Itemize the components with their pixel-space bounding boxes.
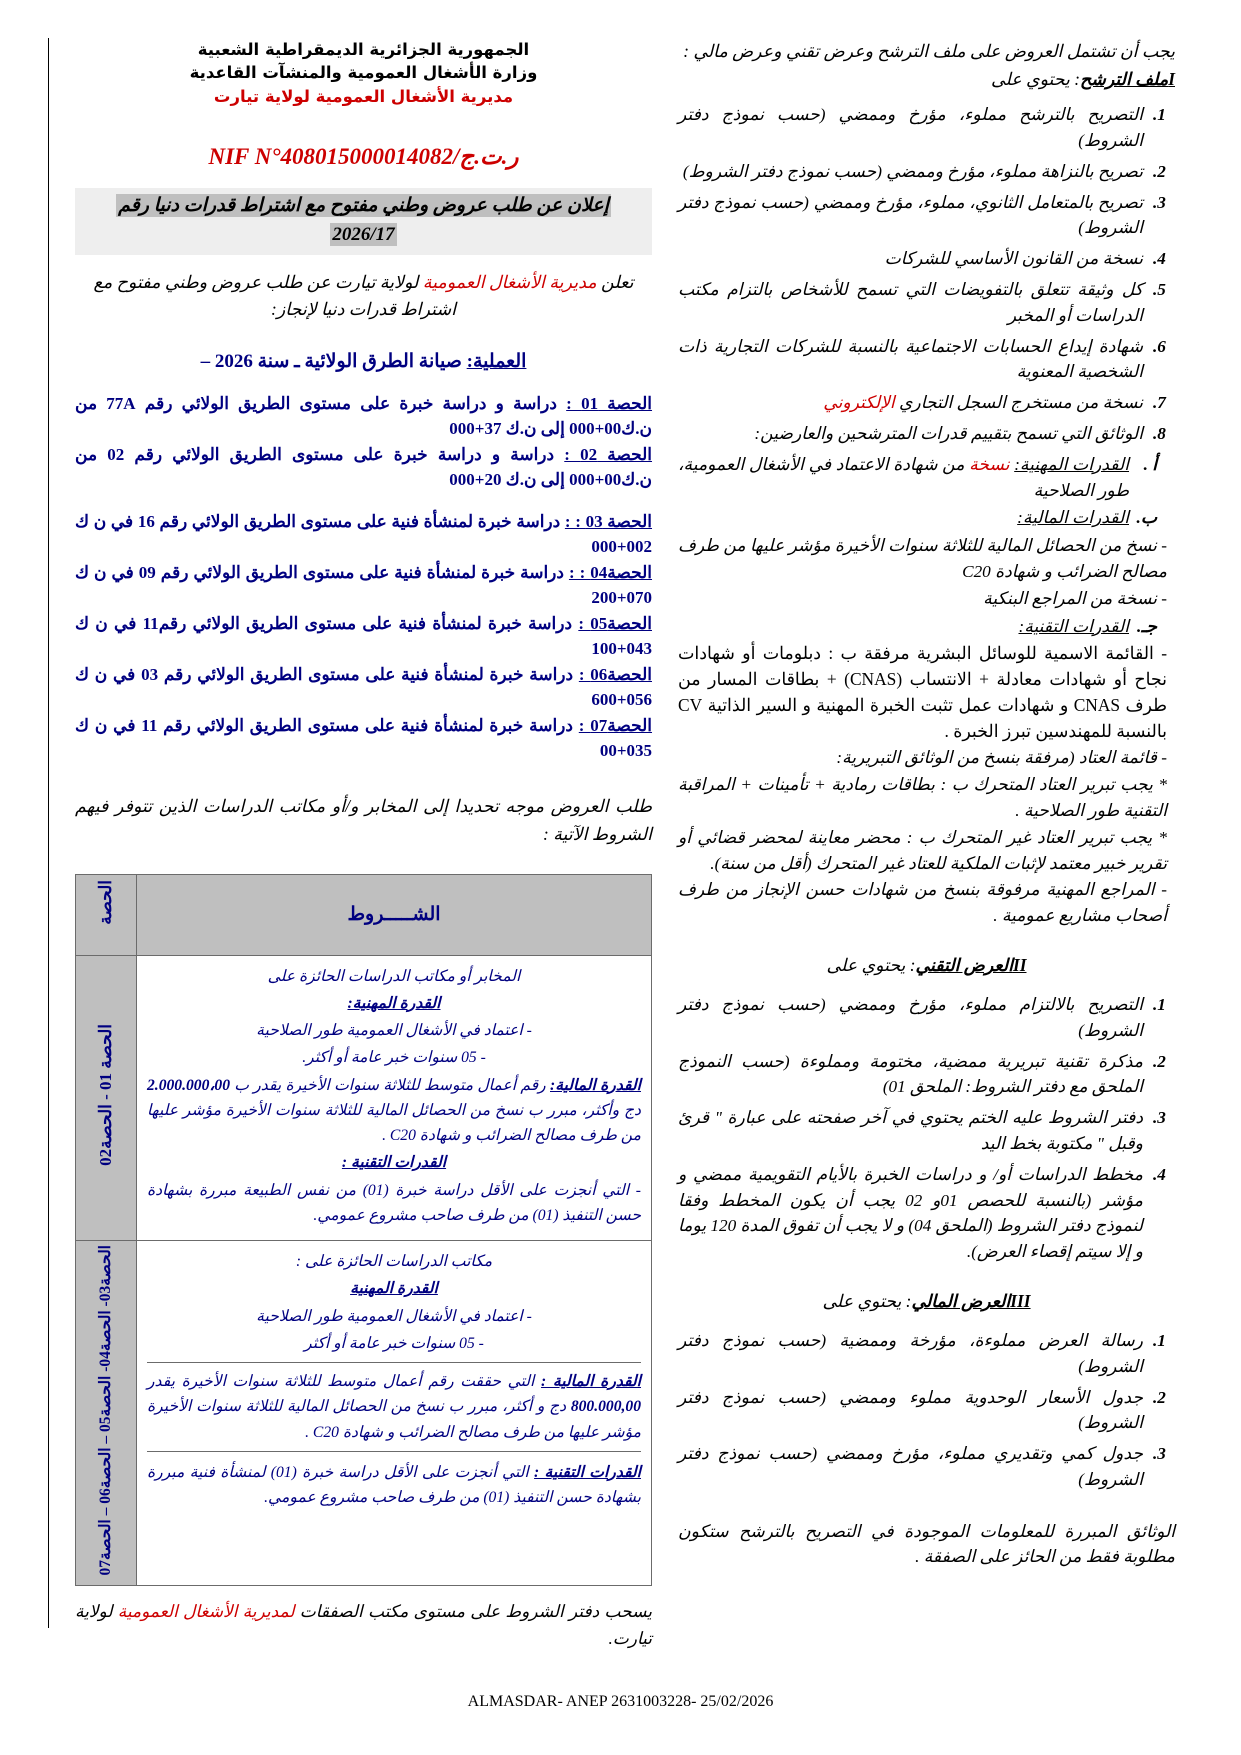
lots-spacer [75,493,652,509]
conditions-cell-row1 [137,955,652,1241]
list-item: الوثائق التي تسمح بتقييم قدرات المترشحين والعارضين: [754,423,1143,443]
lot-cell-row2-label: الحصة03- الحصة04- الحصة05 – الحصة06 – الحصة07 [97,1245,114,1576]
closing-note: الوثائق المبررة للمعلومات الموجودة في التصريح بالترشح ستكون مطلوبة فقط من الحائز على الصفقة . [678,1521,1175,1567]
lot-item [75,509,652,560]
row1-professional-item: - اعتماد في الأشغال العمومية طور الصلاحية [256,1022,532,1040]
offers-lead: يجب أن تشتمل العروض على ملف الترشح وعرض تقني وعرض مالي : [683,41,1175,61]
operation-value: صيانة الطرق الولائية ـ سنة 2026 – [200,350,462,372]
header-lot [76,874,137,955]
intro-suffix: لولاية تيارت عن طلب عروض وطني مفتوح مع اشتراط قدرات دنيا لإنجاز: [93,272,456,320]
announcement-intro [75,269,652,323]
list-item: تصريح بالنزاهة مملوء، مؤرخ وممضي (حسب نموذج دفتر الشروط) [682,161,1143,181]
conditions-cell-row2 [137,1241,652,1586]
lots-group-b [75,509,652,764]
sub-c-label: القدرات التقنية: [1018,616,1129,636]
table-header-row [76,874,652,955]
section-3-title: العرض المالي [911,1290,1011,1311]
row1-technical-head: القدرات التقنية : [341,1154,447,1172]
row2-financial-text2: دج و أكثر، مبرر ب نسخ من الحصائل المالية للثلاثة سنوات الأخيرة مؤشر عليها من طرف مصالح الضرائب و شهادة C20 . [147,1398,641,1441]
sub-c-marker: جـ. [1137,616,1157,636]
intro-prefix: تعلن [601,272,634,293]
row1-professional-head: القدرة المهنية: [347,994,441,1012]
announcement-title-box [75,188,652,255]
lot-text: دراسة خبرة لمنشأة فنية على مستوى الطريق الولائي رقم 03 في ن ك 056+600 [75,664,652,710]
nif-number: ر.ت.ج/NIF N°408015000014082 [208,144,519,170]
lot-item [75,713,652,764]
lot-cell-row1-label: الحصة 01 - الحصة02 [96,1024,115,1167]
lot-title: الحصة04 : : [568,562,653,582]
section-1-roman: I [1168,69,1175,90]
lot-item [75,560,652,611]
section-1-heading [678,66,1175,92]
row2-technical-text: التي أنجزت على الأقل دراسة خبرة (01) لمنشأة فنية مبررة بشهادة حسن التنفيذ (01) من طرف صاحب مشروع عمومي. [147,1463,641,1507]
row1-financial-head: القدرة المالية: [550,1076,641,1094]
left-column [668,38,1201,1628]
header-lot-label: الحصة [96,879,115,925]
operation-label: العملية: [466,350,527,372]
list-item: مذكرة تقنية تبريرية ممضية، مختومة ومملوءة (حسب النموذج الملحق مع دفتر الشروط: الملحق 01) [678,1051,1143,1097]
sub-c-line: * يجب تبرير العتاد غير المتحرك ب : محضر معاينة لمحضر قضائي أو تقرير خبير معتمد لإثبات الملكية للعتاد غير المتحرك (أقل من سنة). [678,827,1167,873]
section-2-title: العرض التقني [915,954,1013,975]
announcement-number: 2026/17 [332,223,395,245]
sub-c-line: - قائمة العتاد (مرفقة بنسخ من الوثائق التبريرية: [836,748,1167,768]
sub-item-b [678,505,1157,531]
table-row [76,1241,652,1586]
list-item: مخطط الدراسات أو/ و دراسات الخبرة بالأيام التقويمية ممضي و مؤشر (بالنسبة للحصص 01و 02 يجب أن يكون المخطط وفقا لنموذج دفتر الشروط (الملحق 04) و لا يجب أن تفوق المدة 120 يوما و إلا سيتم إقصاء العرض). [678,1164,1143,1262]
lot-item [75,662,652,713]
two-column-body [48,38,1201,1648]
section-2-heading [678,955,1175,976]
lot-text: دراسة خبرة لمنشأة فنية على مستوى الطريق الولائي رقم 11 في ن ك 035+00 [75,715,652,761]
row1-professional-item: - 05 سنوات خبر عامة أو أكثر. [302,1049,486,1067]
list-item: رسالة العرض مملوءة، مؤرخة وممضية (حسب نموذج دفتر الشروط) [678,1330,1143,1376]
list-item: كل وثيقة تتعلق بالتفويضات التي تسمح للأشخاص بالتزام مكتب الدراسات أو المخبر [678,280,1143,325]
row2-financial-head: القدرة المالية : [541,1373,642,1391]
withdraw-part2: لولاية تيارت. [75,1601,652,1648]
section-2-list [678,992,1149,1265]
sub-item-c [678,614,1157,640]
announcement-title [81,192,646,249]
lot-text: دراسة و دراسة خبرة على مستوى الطريق الولائي رقم 02 من ن.ك00+000 إلى ن.ك 20+000 [75,444,652,490]
sub-c-line: - القائمة الاسمية للوسائل البشرية مرفقة ب : دبلومات أو شهادات نجاح أو شهادات معادلة + الانتساب (CNAS) + بطاقات المسار من طرف CNAS و شهادات عمل تثبت الخبرة المهنية و السير الذاتية CV بالنسبة للمهندسين تبرز الخبرة . [678,643,1168,741]
operation-line [75,350,652,373]
sub-b-line: - نسخة من المراجع البنكية [983,588,1167,608]
conditions-table [75,874,652,1586]
lot-title: الحصة 03 : : [564,511,653,531]
row1-technical-text: - التي أنجزت على الأقل دراسة خبرة (01) من نفس الطبيعة مبررة بشهادة حسن التنفيذ (01) من طرف صاحب مشروع عمومي. [147,1181,641,1224]
sub-a-red-word: نسخة [969,454,1010,474]
footer-reference: ALMASDAR- ANEP 2631003228- 25/02/2026 [467,1693,774,1710]
lot-cell-row1 [76,955,137,1241]
lots-group-a [75,391,652,493]
directorate-name: مديرية الأشغال العمومية لولاية تيارت [213,86,514,106]
row2-professional-item: - 05 سنوات خبر عامة أو أكثر [304,1334,484,1352]
row1-financial-amount: 2.000.000،00 [147,1076,231,1094]
lot-title: الحصة 01 : [566,393,653,413]
section-3-roman: III [1010,1290,1031,1311]
lot-text: دراسة خبرة لمنشأة فنية على مستوى الطريق الولائي رقم 16 في ن ك 002+000 [75,511,652,557]
sub-c-line: * يجب تبرير العتاد المتحرك ب : بطاقات رمادية + تأمينات + المراقبة التقنية طور الصلاحية . [678,775,1167,820]
withdraw-directorate: لمديرية الأشغال العمومية [117,1601,295,1621]
list-item: دفتر الشروط عليه الختم يحتوي في آخر صفحته على عبارة " قرئ وقبل " مكتوبة بخط اليد [678,1108,1143,1153]
sub-c-line: - المراجع المهنية مرفوقة بنسخ من شهادات حسن الإنجاز من طرف أصحاب مشاريع عمومية . [678,880,1167,926]
list-item: التصريح بالالتزام مملوء، مؤرخ وممضي (حسب نموذج دفتر الشروط) [678,994,1143,1040]
ministry-name: وزارة الأشغال العمومية والمنشآت القاعدية [189,63,538,83]
sub-a-marker: أ . [1143,454,1157,474]
section-1-suffix: : يحتوي على [990,69,1081,90]
row2-financial-amount: 800.000,00 [570,1398,641,1416]
table-row [76,955,652,1241]
lot-title: الحصة06 : [578,664,652,684]
row2-financial-text1: التي حققت رقم أعمال متوسط للثلاثة سنوات الأخيرة يقدر [147,1373,535,1391]
list-item: التصريح بالترشح مملوء، مؤرخ وممضي (حسب نموذج دفتر الشروط) [678,105,1143,151]
sub-a-label: القدرات المهنية: [1014,454,1130,474]
list-item: تصريح بالمتعامل الثانوي، مملوء، مؤرخ وممضي (حسب نموذج دفتر الشروط) [678,192,1143,238]
row2-financial [147,1362,641,1445]
country-name: الجمهورية الجزائرية الديمقراطية الشعبية [197,40,530,59]
section-3-heading [678,1291,1175,1312]
row2-professional-item: - اعتماد في الأشغال العمومية طور الصلاحية [256,1307,532,1325]
lot-title: الحصة07 : [578,715,653,735]
lot-item [75,442,652,493]
section-2-suffix: : يحتوي على [826,954,916,975]
sub-b-marker: ب. [1136,508,1157,528]
lot-title: الحصة 02 : [564,444,653,464]
row1-financial-text1: رقم أعمال متوسط للثلاثة سنوات الأخيرة يقدر ب [234,1076,546,1094]
intro-organization: مديرية الأشغال العمومية [422,272,597,293]
lot-cell-row2 [76,1241,137,1586]
withdraw-part1: يسحب دفتر الشروط على مستوى مكتب الصفقات [299,1601,652,1621]
lot-item [75,391,652,442]
sub-item-a [678,452,1157,504]
section-1-list [678,102,1149,447]
lot-text: دراسة و دراسة خبرة على مستوى الطريق الولائي رقم 77A من ن.ك00+000 إلى ن.ك 37+000 [75,393,652,439]
announcement-title-line1: إعلان عن طلب عروض وطني مفتوح مع اشتراط قدرات دنيا رقم [118,195,609,217]
electronic-register-word: الإلكتروني [823,393,895,413]
row1-financial [147,1073,641,1149]
row2-professional-head: القدرة المهنية [350,1280,438,1298]
lot-text: دراسة خبرة لمنشأة فنية على مستوى الطريق الولائي رقم 09 في ن ك 070+200 [75,562,652,608]
list-item: جدول كمي وتقديري مملوء، مؤرخ وممضي (حسب نموذج دفتر الشروط) [678,1444,1143,1489]
sub-b-line: - نسخ من الحصائل المالية للثلاثة سنوات الأخيرة مؤشر عليها من طرف مصالح الضرائب و شهادة C20 [678,536,1167,581]
row2-intro: مكاتب الدراسات الحائزة على : [295,1253,493,1271]
section-3-list [678,1328,1149,1493]
row1-intro: المخابر أو مكاتب الدراسات الحائزة على [267,967,521,985]
lot-text: دراسة خبرة لمنشأة فنية على مستوى الطريق الولائي رقم11 في ن ك 043+100 [75,613,652,659]
list-item [678,390,1149,416]
lot-title: الحصة05 : [578,613,652,633]
section-2-roman: II [1012,954,1027,975]
section-3-suffix: : يحتوي على [822,1290,912,1311]
row2-technical [147,1451,641,1511]
sub-a-text: من شهادة الاعتماد في الأشغال العمومية، طور الصلاحية [678,454,1129,500]
withdraw-notice [75,1598,652,1652]
right-column [48,38,668,1648]
list-item: شهادة إيداع الحسابات الاجتماعية بالنسبة للشركات التجارية ذات الشخصية المعنوية [678,336,1143,382]
list-item-7-text: نسخة من مستخرج السجل التجاري [898,393,1143,413]
header-conditions: الشـــــروط [137,874,652,955]
row1-financial-text2: دج وأكثر، مبرر ب نسخ من الحصائل المالية للثلاثة سنوات الأخيرة مؤشر عليها من طرف مصالح الضرائب و شهادة C20 . [147,1101,641,1145]
lot-item [75,611,652,662]
list-item: جدول الأسعار الوحدوية مملوء وممضي (حسب نموذج دفتر الشروط) [678,1387,1143,1433]
list-item: نسخة من القانون الأساسي للشركات [884,249,1143,269]
sub-b-label: القدرات المالية: [1017,508,1129,528]
row2-technical-head: القدرات التقنية : [534,1463,641,1481]
ministry-header [75,38,652,108]
section-1-title: ملف الترشح [1080,69,1169,90]
addressed-to-paragraph: طلب العروض موجه تحديدا إلى المخابر و/أو مكاتب الدراسات الذين تتوفر فيهم الشروط الآتية : [75,795,652,844]
